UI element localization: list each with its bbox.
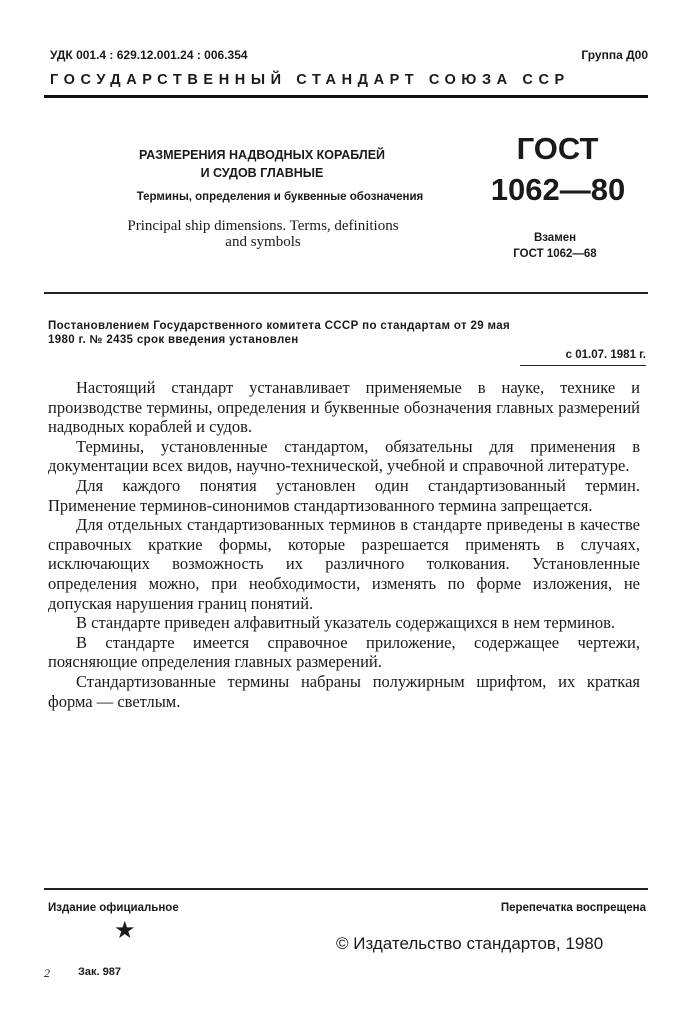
state-standard-heading: ГОСУДАРСТВЕННЫЙ СТАНДАРТ СОЮЗА ССР <box>50 72 570 88</box>
reprint-notice: Перепечатка воспрещена <box>500 902 646 914</box>
udk-code: УДК 001.4 : 629.12.001.24 : 006.354 <box>50 48 248 62</box>
decree-line-1: Постановлением Государственного комитета СССР по стандартам от 29 мая <box>48 320 511 332</box>
gost-number: 1062—80 <box>490 172 626 207</box>
paragraph: Настоящий стандарт устанавливает применяемые в науке, технике и производстве термины, определения и буквенные обозначения главных размерений надводных кораблей и судов. <box>48 378 640 437</box>
top-rule <box>44 95 648 98</box>
paragraph: Для отдельных стандартизованных терминов в стандарте приведены в качестве справочных краткие формы, которые разрешается применять в случаях, исключающих возможность их различного толкования. Установленные определения можно, при необходимости, изменять по форме изложения, не допуская нарушения границ понятий. <box>48 515 640 613</box>
english-title-line-1: Principal ship dimensions. Terms, definitions <box>127 218 399 234</box>
middle-rule <box>44 292 648 294</box>
gost-label: ГОСТ <box>516 131 599 166</box>
effective-date: с 01.07. 1981 г. <box>565 349 646 361</box>
official-edition: Издание официальное <box>48 902 179 914</box>
page-number: 2 <box>44 966 50 980</box>
english-title-line-2: and symbols <box>225 234 301 250</box>
paragraph: Термины, установленные стандартом, обязательны для применения в документации всех видов, научно-технической, учебной и справочной литературе. <box>48 436 640 476</box>
group-code: Группа Д00 <box>581 48 648 62</box>
body-text <box>48 378 640 711</box>
title-line-1: РАЗМЕРЕНИЯ НАДВОДНЫХ КОРАБЛЕЙ <box>138 148 386 162</box>
paragraph: Для каждого понятия установлен один стандартизованный термин. Применение терминов-синонимов стандартизованного термина запрещается. <box>48 475 640 515</box>
paragraph: В стандарте приведен алфавитный указатель содержащихся в нем терминов. <box>76 613 615 633</box>
replaces-label: Взамен <box>533 232 577 244</box>
replaces-standard: ГОСТ 1062—68 <box>513 248 597 260</box>
decree-line-2: 1980 г. № 2435 срок введения установлен <box>48 334 299 346</box>
order-number: Зак. 987 <box>78 966 121 978</box>
copyright: © Издательство стандартов, 1980 <box>336 934 604 953</box>
date-underline <box>520 365 646 366</box>
star-icon: ★ <box>114 918 136 944</box>
title-line-2: И СУДОВ ГЛАВНЫЕ <box>200 166 324 180</box>
footer-rule <box>44 888 648 890</box>
paragraph: В стандарте имеется справочное приложение, содержащее чертежи, поясняющие определения главных размерений. <box>48 632 640 672</box>
subtitle: Термины, определения и буквенные обозначения <box>136 191 424 203</box>
paragraph: Стандартизованные термины набраны полужирным шрифтом, их краткая форма — светлым. <box>48 671 640 711</box>
